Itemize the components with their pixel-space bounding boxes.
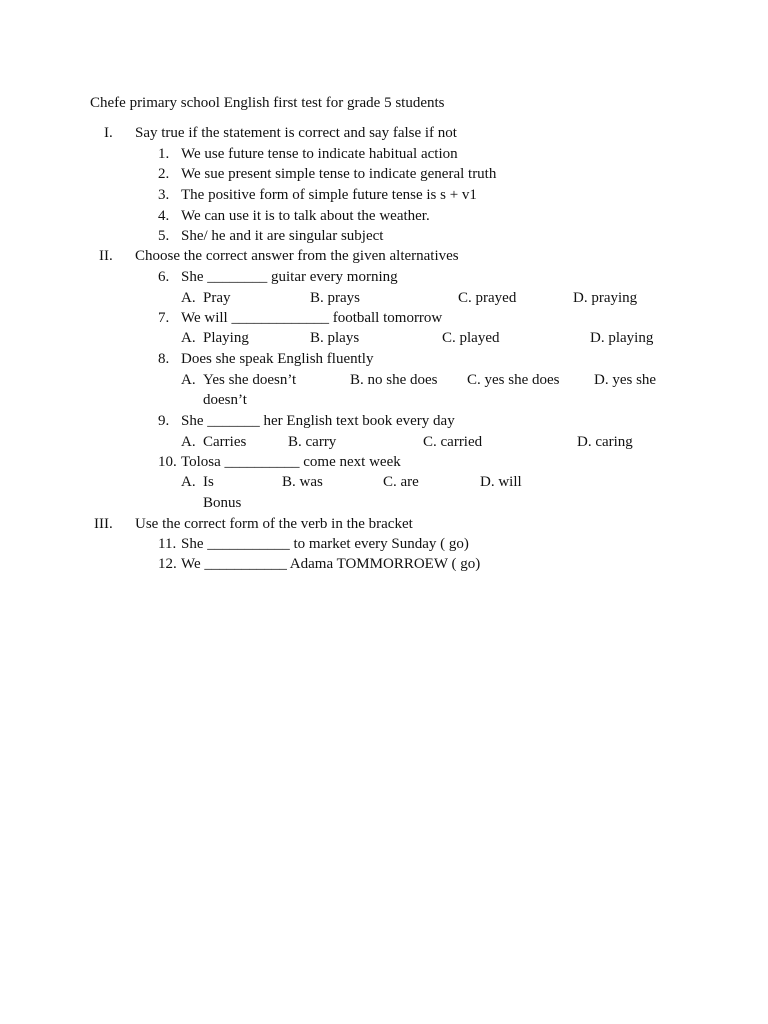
item-text: She ___________ to market every Sunday ( go) xyxy=(181,536,469,552)
option-c: C. played xyxy=(442,330,500,346)
section-heading: Use the correct form of the verb in the bracket xyxy=(135,516,413,532)
option-b: B. no she does xyxy=(350,372,438,388)
option-a: Pray xyxy=(203,290,231,306)
section-heading: Choose the correct answer from the given alternatives xyxy=(135,248,459,264)
item-text: Tolosa __________ come next week xyxy=(181,454,401,470)
item-number: 4. xyxy=(158,208,170,224)
item-number: 11. xyxy=(158,536,177,552)
option-label: A. xyxy=(181,434,196,450)
option-d: D. playing xyxy=(590,330,654,346)
option-b: B. prays xyxy=(310,290,360,306)
item-text: She _______ her English text book every day xyxy=(181,413,455,429)
option-wrap-text: doesn’t xyxy=(203,392,247,408)
bonus-label: Bonus xyxy=(203,495,242,511)
item-text: Does she speak English fluently xyxy=(181,351,374,367)
item-text: We use future tense to indicate habitual action xyxy=(181,146,458,162)
option-a: Carries xyxy=(203,434,247,450)
item-text: We will _____________ football tomorrow xyxy=(181,310,443,326)
item-text: We ___________ Adama TOMMORROEW ( go) xyxy=(181,556,481,572)
section-numeral: III. xyxy=(94,516,113,532)
item-text: We can use it is to talk about the weather. xyxy=(181,208,430,224)
item-number: 8. xyxy=(158,351,170,367)
option-c: C. yes she does xyxy=(467,372,560,388)
item-number: 7. xyxy=(158,310,170,326)
option-label: A. xyxy=(181,290,196,306)
option-label: A. xyxy=(181,372,196,388)
option-c: C. prayed xyxy=(458,290,517,306)
item-number: 3. xyxy=(158,187,170,203)
option-d: D. praying xyxy=(573,290,638,306)
item-text: She ________ guitar every morning xyxy=(181,269,398,285)
section-numeral: I. xyxy=(104,125,113,141)
item-number: 6. xyxy=(158,269,170,285)
option-a: Is xyxy=(203,474,214,490)
item-number: 9. xyxy=(158,413,170,429)
section-numeral: II. xyxy=(99,248,113,264)
document-title: Chefe primary school English first test for grade 5 students xyxy=(90,95,445,111)
item-number: 5. xyxy=(158,228,170,244)
option-c: C. are xyxy=(383,474,419,490)
option-a: Yes she doesn’t xyxy=(203,372,297,388)
option-c: C. carried xyxy=(423,434,483,450)
item-text: She/ he and it are singular subject xyxy=(181,228,384,244)
item-number: 1. xyxy=(158,146,170,162)
option-b: B. carry xyxy=(288,434,337,450)
option-d: D. caring xyxy=(577,434,633,450)
option-b: B. was xyxy=(282,474,323,490)
item-number: 12. xyxy=(158,556,177,572)
section-heading: Say true if the statement is correct and say false if not xyxy=(135,125,457,141)
option-a: Playing xyxy=(203,330,249,346)
item-text: We sue present simple tense to indicate general truth xyxy=(181,166,497,182)
item-number: 2. xyxy=(158,166,170,182)
item-text: The positive form of simple future tense is s + v1 xyxy=(181,187,477,203)
option-d: D. will xyxy=(480,474,522,490)
item-number: 10. xyxy=(158,454,177,470)
option-label: A. xyxy=(181,330,196,346)
option-d: D. yes she xyxy=(594,372,657,388)
option-b: B. plays xyxy=(310,330,360,346)
option-label: A. xyxy=(181,474,196,490)
